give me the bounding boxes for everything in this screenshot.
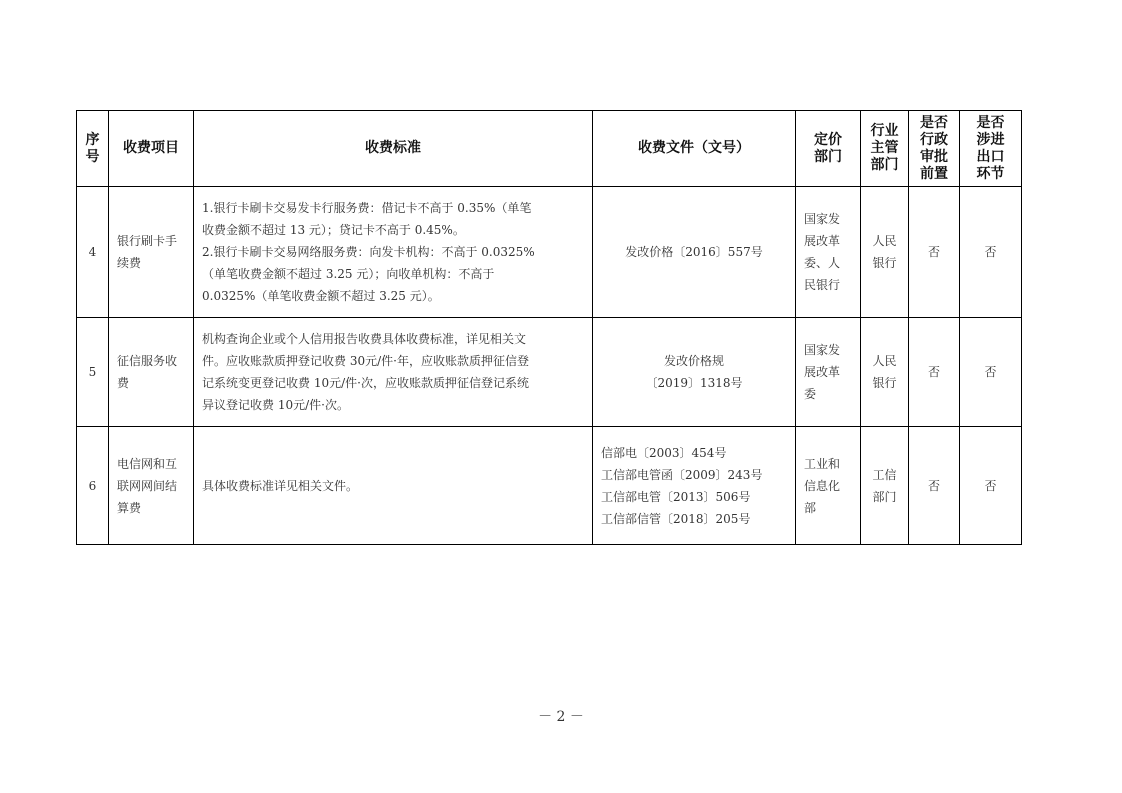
cell-document: 发改价格〔2016〕557号 bbox=[593, 187, 796, 318]
table-row bbox=[77, 187, 1022, 318]
cell-document: 发改价格规 〔2019〕1318号 bbox=[593, 318, 796, 427]
cell-item: 电信网和互 联网网间结 算费 bbox=[109, 427, 194, 545]
header-document: 收费文件（文号） bbox=[593, 111, 796, 187]
table-row bbox=[77, 427, 1022, 545]
cell-seq: 6 bbox=[77, 427, 109, 545]
cell-import-export: 否 bbox=[960, 427, 1022, 545]
fee-table bbox=[76, 110, 1022, 545]
header-item: 收费项目 bbox=[109, 111, 194, 187]
cell-industry-dept: 工信 部门 bbox=[861, 427, 909, 545]
cell-admin-approval: 否 bbox=[909, 187, 960, 318]
cell-pricing-dept: 国家发 展改革 委 bbox=[796, 318, 861, 427]
cell-pricing-dept: 工业和 信息化 部 bbox=[796, 427, 861, 545]
header-industry-dept: 行业 主管 部门 bbox=[861, 111, 909, 187]
table-row bbox=[77, 318, 1022, 427]
header-import-export: 是否 涉进 出口 环节 bbox=[960, 111, 1022, 187]
cell-standard: 机构查询企业或个人信用报告收费具体收费标准，详见相关文 件。应收账款质押登记收费 30元/件·年，应收账款质押征信登 记系统变更登记收费 10元/件·次，应收账款质押征信登记系统 异议登记收费 10元/件·次。 bbox=[194, 318, 593, 427]
header-standard: 收费标准 bbox=[194, 111, 593, 187]
cell-standard: 具体收费标准详见相关文件。 bbox=[194, 427, 593, 545]
cell-standard: 1.银行卡刷卡交易发卡行服务费：借记卡不高于 0.35%（单笔 收费金额不超过 13 元）；贷记卡不高于 0.45%。 2.银行卡刷卡交易网络服务费：向发卡机构：不高于 0.0325% （单笔收费金额不超过 3.25 元）；向收单机构：不高于 0.0325%（单笔收费金额不超过 3.25 元）。 bbox=[194, 187, 593, 318]
cell-import-export: 否 bbox=[960, 318, 1022, 427]
cell-item: 银行刷卡手 续费 bbox=[109, 187, 194, 318]
cell-industry-dept: 人民 银行 bbox=[861, 318, 909, 427]
cell-seq: 4 bbox=[77, 187, 109, 318]
cell-item: 征信服务收 费 bbox=[109, 318, 194, 427]
header-seq: 序 号 bbox=[77, 111, 109, 187]
cell-industry-dept: 人民 银行 bbox=[861, 187, 909, 318]
cell-document: 信部电〔2003〕454号 工信部电管函〔2009〕243号 工信部电管〔2013〕506号 工信部信管〔2018〕205号 bbox=[593, 427, 796, 545]
cell-admin-approval: 否 bbox=[909, 318, 960, 427]
cell-admin-approval: 否 bbox=[909, 427, 960, 545]
cell-seq: 5 bbox=[77, 318, 109, 427]
header-pricing-dept: 定价 部门 bbox=[796, 111, 861, 187]
table-header-row bbox=[77, 111, 1022, 187]
cell-import-export: 否 bbox=[960, 187, 1022, 318]
page-number: － 2 － bbox=[538, 709, 584, 725]
cell-pricing-dept: 国家发 展改革 委、人 民银行 bbox=[796, 187, 861, 318]
header-admin-approval: 是否 行政 审批 前置 bbox=[909, 111, 960, 187]
